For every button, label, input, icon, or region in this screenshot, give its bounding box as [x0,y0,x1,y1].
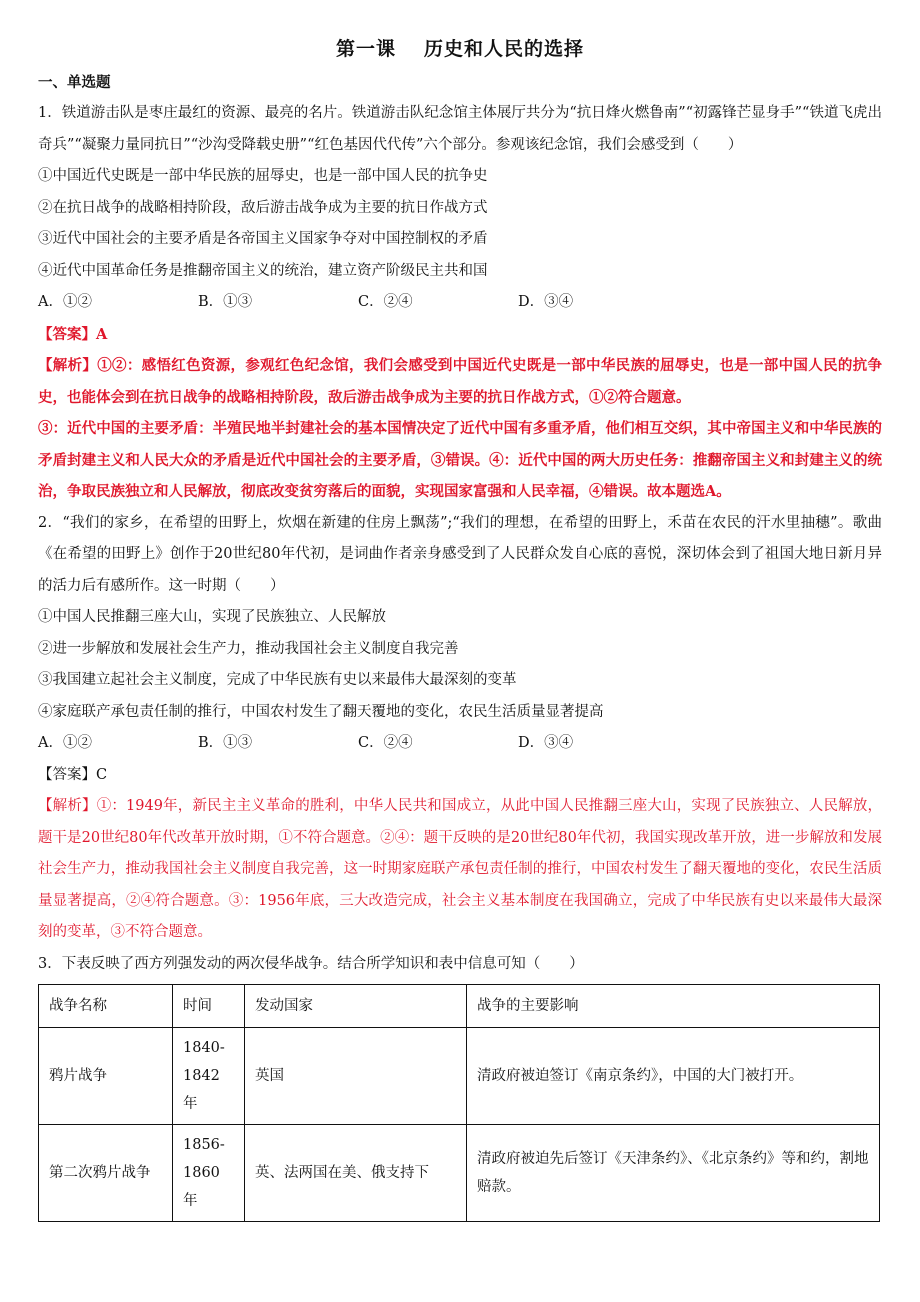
answer-value: A [96,325,108,343]
answer-label: 【答案】 [38,766,96,783]
table-header-cell: 战争名称 [39,985,173,1028]
title-lesson: 第一课 [335,38,396,60]
question-1-analysis-continued: ③：近代中国的主要矛盾：半殖民地半封建社会的基本国情决定了近代中国有多重矛盾，他们相互交织，其中帝国主义和中华民族的矛盾封建主义和人民大众的矛盾是近代中国社会的主要矛盾，③错误。④：近代中国的两大历史任务：推翻帝国主义和封建主义的统治，争取民族独立和人民解放，彻底改变贫穷落后的面貌，实现国家富强和人民幸福，④错误。故本题选A。 [38,420,882,500]
table-cell: 清政府被迫先后签订《天津条约》、《北京条约》等和约，割地赔款。 [467,1125,880,1222]
question-2-item: ④家庭联产承包责任制的推行，中国农村发生了翻天覆地的变化，农民生活质量显著提高 [38,703,604,720]
analysis-label: 【解析】 [38,798,97,814]
option-c: C．②④ [358,735,413,751]
table-header-row [39,985,880,1028]
title-topic: 历史和人民的选择 [424,38,585,60]
option-a: A．①② [38,294,92,310]
table-cell: 英国 [245,1028,467,1125]
answer-value: C [96,766,108,783]
table-row [39,1028,880,1125]
table-header-cell: 战争的主要影响 [467,985,880,1028]
option-b: B．①③ [198,294,253,310]
question-1-item: ③近代中国社会的主要矛盾是各帝国主义国家争夺对中国控制权的矛盾 [38,231,488,247]
question-2-answer [38,760,882,792]
table-cell: 英、法两国在美、俄支持下 [245,1125,467,1222]
question-1-stem: 1．铁道游击队是枣庄最红的资源、最亮的名片。铁道游击队纪念馆主体展厅共分为“抗日烽火燃鲁南”“初露锋芒显身手”“铁道飞虎出奇兵”“凝聚力量同抗日”“沙沟受降载史册”“红色基因代代传”六个部分。参观该纪念馆，我们会感受到（ ） [38,105,882,153]
wars-table [38,984,880,1222]
question-1-analysis [38,350,882,413]
table-header-cell: 时间 [173,985,245,1028]
question-2-item: ②进一步解放和发展社会生产力，推动我国社会主义制度自我完善 [38,640,459,657]
page-title [38,30,882,68]
table-cell: 鸦片战争 [39,1028,173,1125]
option-b: B．①③ [198,735,253,751]
question-1-item: ④近代中国革命任务是推翻帝国主义的统治，建立资产阶级民主共和国 [38,262,488,279]
table-cell: 1840-1842年 [173,1028,245,1125]
question-1-answer [38,319,882,351]
question-2-item: ①中国人民推翻三座大山，实现了民族独立、人民解放 [38,609,386,625]
table-row [39,1125,880,1222]
question-1-item: ②在抗日战争的战略相持阶段，敌后游击战争成为主要的抗日作战方式 [38,199,488,216]
option-c: C．②④ [358,294,413,310]
analysis-text: ①：1949年，新民主主义革命的胜利，中华人民共和国成立，从此中国人民推翻三座大山，实现了民族独立、人民解放，题干是20世纪80年代改革开放时期，①不符合题意。②④：题干反映的是20世纪80年代初，我国实现改革开放，进一步解放和发展社会生产力，推动我国社会主义制度自我完善，这一时期家庭联产承包责任制的推行，中国农村发生了翻天覆地的变化，农民生活质量显著提高，②④符合题意。③：1956年底，三大改造完成，社会主义基本制度在我国确立，完成了中华民族有史以来最伟大最深刻的变革，③不符合题意。 [38,798,882,940]
question-2-stem: 2．“我们的家乡，在希望的田野上，炊烟在新建的住房上飘荡”;“我们的理想，在希望的田野上，禾苗在农民的汗水里抽穗”。歌曲《在希望的田野上》创作于20世纪80年代初，是词曲作者亲身感受到了人民群众发自心底的喜悦，深切体会到了祖国大地日新月异的活力后有感所作。这一时期（ ） [38,514,882,594]
option-d: D．③④ [518,735,574,751]
question-2-options [38,728,882,760]
question-1-item: ①中国近代史既是一部中华民族的屈辱史，也是一部中国人民的抗争史 [38,168,488,184]
table-cell: 清政府被迫签订《南京条约》，中国的大门被打开。 [467,1028,880,1125]
table-cell: 1856-1860年 [173,1125,245,1222]
table-header-cell: 发动国家 [245,985,467,1028]
question-2-item: ③我国建立起社会主义制度，完成了中华民族有史以来最伟大最深刻的变革 [38,672,517,688]
answer-label: 【答案】 [38,325,96,343]
document-page [38,30,882,1222]
option-d: D．③④ [518,294,574,310]
section-heading: 一、单选题 [38,74,111,91]
option-a: A．①② [38,735,92,751]
question-1-options [38,287,882,319]
question-2-analysis [38,791,882,949]
analysis-text: ①②：感悟红色资源，参观红色纪念馆，我们会感受到中国近代史既是一部中华民族的屈辱史，也是一部中国人民的抗争史，也能体会到在抗日战争的战略相持阶段，敌后游击战争成为主要的抗日作战方式，①②符合题意。 [38,357,882,406]
question-3-stem: 3．下表反映了西方列强发动的两次侵华战争。结合所学知识和表中信息可知（ ） [38,955,584,972]
analysis-label: 【解析】 [38,357,98,374]
table-cell: 第二次鸦片战争 [39,1125,173,1222]
